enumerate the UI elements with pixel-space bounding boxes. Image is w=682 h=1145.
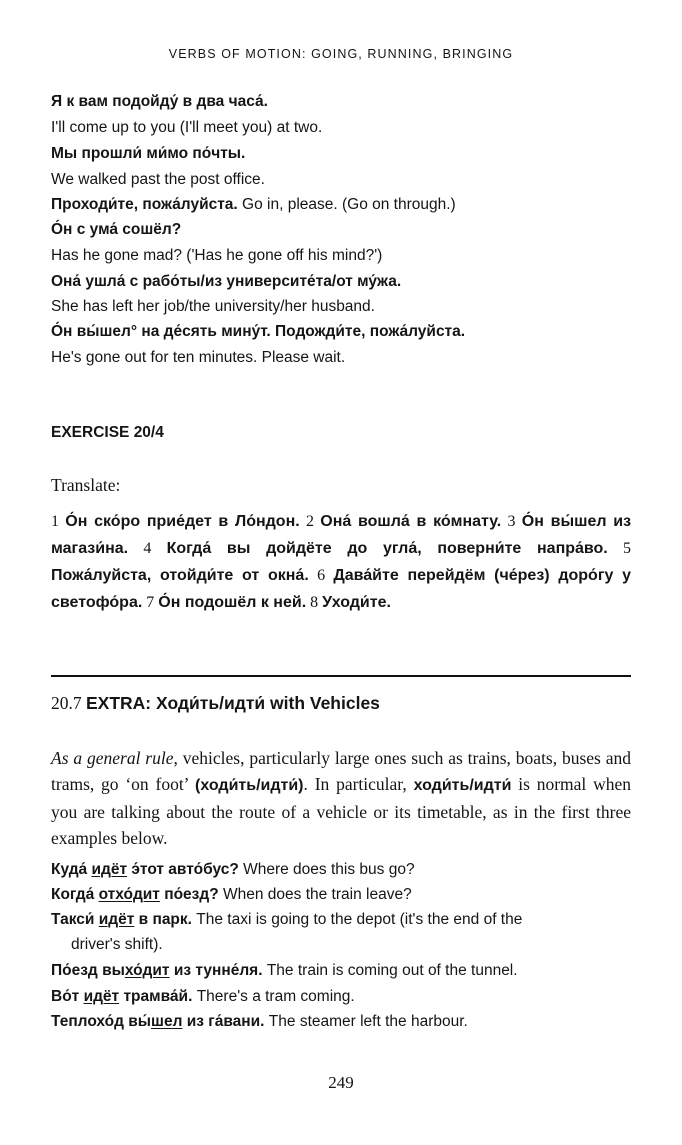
russian-text: Я к вам подойду́ в два часа́.	[51, 93, 268, 110]
section-number: 20.7	[51, 693, 82, 713]
example-line	[51, 298, 375, 316]
russian-text: в парк.	[134, 911, 192, 928]
underlined-verb: идёт	[91, 861, 128, 878]
item-number: 7	[146, 594, 155, 611]
item-number: 5	[623, 540, 632, 557]
russian-text: Во́т	[51, 988, 84, 1005]
underlined-verb: шел	[151, 1013, 183, 1030]
exercise-instruction: Translate:	[51, 475, 121, 495]
vehicle-example	[51, 1013, 468, 1031]
intro-bold: (ходи́ть/идти́)	[195, 777, 304, 794]
english-text: When does the train leave?	[218, 886, 412, 903]
section-title: EXTRA: Ходи́ть/идти́ with Vehicles	[86, 693, 380, 713]
russian-text: Куда́	[51, 861, 92, 878]
russian-text: О́н вы́шел° на де́сять мину́т. Подожди́те, пожа́луйста.	[51, 323, 466, 340]
russian-text: из га́вани.	[182, 1013, 265, 1030]
example-line	[51, 119, 322, 137]
russian-text: э́тот авто́бус?	[127, 861, 239, 878]
vehicle-example	[51, 886, 412, 904]
exercise-sentence: Уходи́те.	[322, 594, 391, 611]
english-text: Where does this bus go?	[238, 861, 415, 878]
vehicle-example	[51, 911, 522, 929]
example-line	[51, 273, 401, 291]
vehicle-example	[51, 962, 518, 980]
exercise-sentence: О́н вы́шел из магази́на.	[51, 513, 632, 557]
intro-text: . In particular,	[303, 774, 414, 794]
exercise-sentence: О́н ско́ро прие́дет в Ло́ндон.	[65, 513, 300, 530]
example-line	[51, 93, 268, 111]
page-number: 249	[328, 1073, 354, 1092]
russian-text: трамва́й.	[119, 988, 193, 1005]
underlined-verb: отхо́дит	[98, 886, 160, 903]
section-heading	[51, 693, 380, 714]
english-text: She has left her job/the university/her husband.	[51, 298, 375, 315]
russian-text: Она́ ушла́ с рабо́ты/из университе́та/от му́жа.	[51, 273, 402, 290]
vehicle-example	[51, 988, 355, 1006]
item-number: 8	[310, 594, 319, 611]
exercise-sentence: Когда́ вы дойдёте до угла́, поверни́те напра́во.	[166, 540, 608, 557]
russian-text: из тунне́ля.	[169, 962, 263, 979]
english-text: The taxi is going to the depot (it's the end of the	[191, 911, 523, 928]
russian-text: О́н с ума́ сошёл?	[51, 221, 182, 238]
english-text: We walked past the post office.	[51, 171, 265, 188]
example-line	[51, 349, 345, 367]
exercise-sentence: Дава́йте перейдём (че́рез) доро́гу у светофо́ра.	[51, 567, 632, 611]
example-line	[51, 196, 456, 214]
item-number: 3	[507, 513, 516, 530]
exercise-items	[51, 508, 631, 616]
intro-text: , vehicles, particularly large ones such as trains, boats, buses and trams, go ‘on foot’	[51, 748, 631, 794]
example-line	[51, 171, 265, 189]
intro-text: is normal when you are talking about the route of a vehicle or its timetable, as in the first three examples below.	[51, 774, 631, 848]
russian-text: по́езд?	[159, 886, 219, 903]
english-text: Go in, please. (Go on through.)	[237, 196, 456, 213]
running-header: VERBS OF MOTION: GOING, RUNNING, BRINGING	[168, 47, 514, 61]
underlined-verb: идёт	[83, 988, 120, 1005]
intro-italic: As a general rule	[51, 748, 174, 768]
exercise-sentence: О́н подошёл к ней.	[158, 594, 307, 611]
english-text: The train is coming out of the tunnel.	[262, 962, 518, 979]
russian-text: Когда́	[51, 886, 99, 903]
example-line	[51, 323, 465, 341]
russian-text: Мы прошли́ ми́мо по́чты.	[51, 145, 246, 162]
example-line	[51, 145, 245, 163]
english-text: Has he gone mad? ('Has he gone off his mind?')	[51, 247, 383, 264]
russian-text: Теплохо́д вы́	[51, 1013, 152, 1030]
item-number: 4	[143, 540, 152, 557]
vehicle-example-continued	[71, 936, 163, 954]
english-text: He's gone out for ten minutes. Please wait.	[51, 349, 346, 366]
item-number: 1	[51, 513, 59, 530]
underlined-verb: хо́дит	[124, 962, 170, 979]
exercise-sentence: Пожа́луйста, отойди́те от окна́.	[51, 567, 309, 584]
english-text: The steamer left the harbour.	[264, 1013, 468, 1030]
section-divider	[51, 675, 631, 677]
exercise-heading: EXERCISE 20/4	[51, 424, 164, 441]
english-text: There's a tram coming.	[192, 988, 355, 1005]
item-number: 2	[305, 513, 314, 530]
underlined-verb: идёт	[98, 911, 135, 928]
example-line	[51, 247, 382, 265]
russian-text: По́езд вы	[51, 962, 125, 979]
vehicle-example	[51, 861, 415, 879]
english-text: driver's shift).	[71, 936, 163, 953]
intro-bold: ходи́ть/идти́	[413, 777, 512, 794]
example-line	[51, 221, 181, 239]
exercise-sentence: Она́ вошла́ в ко́мнату.	[320, 513, 502, 530]
section-intro-paragraph	[51, 745, 631, 851]
russian-text: Проходи́те, пожа́луйста.	[51, 196, 238, 213]
russian-text: Такси́	[51, 911, 99, 928]
item-number: 6	[317, 567, 326, 584]
english-text: I'll come up to you (I'll meet you) at two.	[51, 119, 323, 136]
